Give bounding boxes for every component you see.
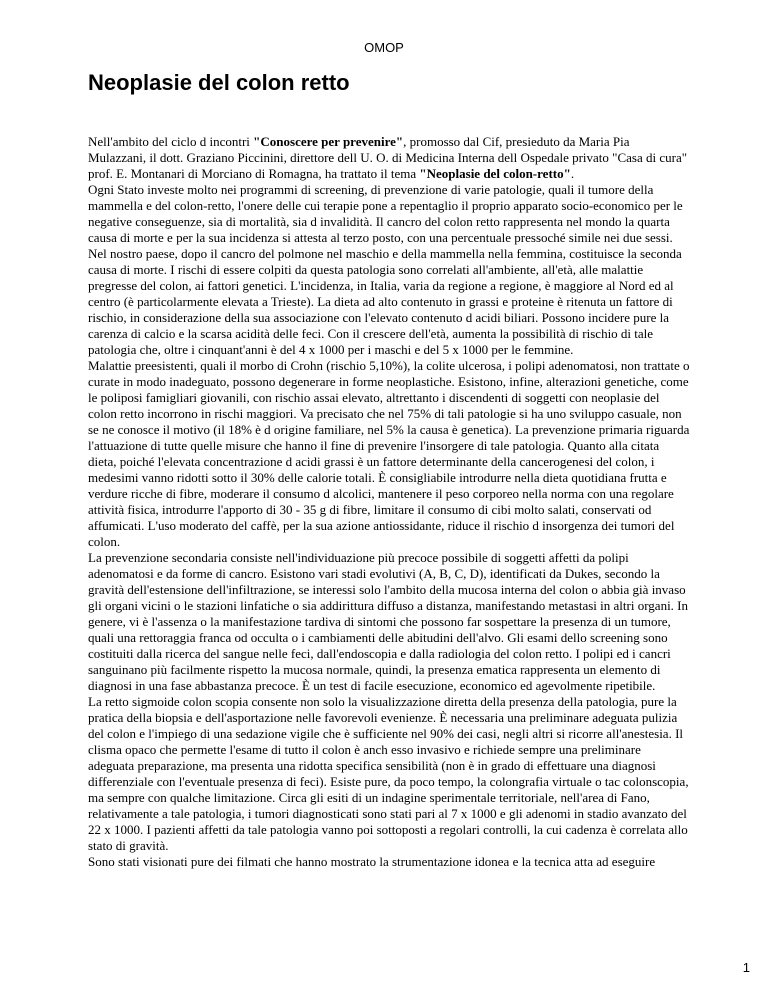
intro-text-3: . — [570, 166, 575, 181]
paragraph: La retto sigmoide colon scopia consente non solo la visualizzazione diretta della presenza della patologia, pure la pratica della biopsia e dell'asportazione nelle favorevoli evenienze. È necessaria una preliminare adeguata pulizia del colon e l'impiego di una sedazione vigile che è sufficiente nel 90% dei casi, negli altri si ricorre all'anestesia. Il clisma opaco che permette l'esame di tutto il colon è anch esso invasivo e richiede sempre una preliminare adeguata preparazione, ma presenta una ridotta specifica sensibilità (non è in grado di effettuare una diagnosi differenziale con l'eventuale presenza di feci). Esiste pure, da poco tempo, la colongrafia virtuale o tac colonscopia, ma sempre con qualche limitazione. Circa gli esiti di un indagine sperimentale territoriale, nell'area di Fano, relativamente a tale patologia, i tumori diagnosticati sono stati pari al 7 x 1000 e gli adenomi in stadio avanzato del 22 x 1000. I pazienti affetti da tale patologia vanno poi sottoposti a regolari controlli, la cui cadenza è correlata allo stato di gravità. — [88, 694, 689, 853]
paragraph: La prevenzione secondaria consiste nell'individuazione più precoce possibile di soggetti affetti da polipi adenomatosi e da forme di cancro. Esistono vari stadi evolutivi (A, B, C, D), identificati da Dukes, secondo la gravità dell'estensione dell'infiltrazione, se interessi solo l'ambito della mucosa interna del colon o abbia già invaso gli organi vicini o le stazioni linfatiche o sia addirittura diffuso a distanza, manifestando metastasi in altri organi. In genere, vi è l'assenza o la manifestazione tardiva di sintomi che possono far sospettare la presenza di un tumore, quali una rettoraggia franca od occulta o i cambiamenti delle abitudini dell'alvo. Gli esami dello screening sono costituiti dalla ricerca del sangue nelle feci, dall'endoscopia e dalla radiologia del colon retto. I polipi ed i cancri sanguinano più facilmente rispetto la mucosa normale, quindi, la presenza ematica rappresenta un elemento di diagnosi in una fase abbastanza precoce. È un test di facile esecuzione, economico ed agevolmente ripetibile. — [88, 550, 689, 693]
intro-paragraph — [88, 134, 690, 182]
intro-text-2: , promosso dal Cif, presieduto da Maria Pia Mulazzani, il dott. Graziano Piccinini, direttore dell U. O. di Medicina Interna dell Ospedale privato "Casa di cura" prof. E. Montanari di Morciano di Romagna, ha trattato il tema — [88, 134, 688, 181]
paragraph: Malattie preesistenti, quali il morbo di Crohn (rischio 5,10%), la colite ulcerosa, i polipi adenomatosi, non trattate o curate in modo inadeguato, possono degenerare in forme neoplastiche. Esistono, infine, alterazioni genetiche, come le poliposi famigliari giovanili, con rischio assai elevato, altrettanto i discendenti di soggetti con neoplasie del colon retto incorrono in rischi maggiori. Va precisato che nel 75% di tali patologie si ha uno sviluppo casuale, non se ne conosce il motivo (il 18% è d origine familiare, nel 5% la causa è genetica). La prevenzione primaria riguarda l'attuazione di tutte quelle misure che hanno il fine di prevenire l'insorgere di tale patologia. Quanto alla citata dieta, poiché l'elevata concentrazione d acidi grassi è un fattore determinante della cancerogenesi del colon, i medesimi vanno ridotti sotto il 30% delle calorie totali. È consigliabile introdurre nella dieta quotidiana frutta e verdure ricche di fibre, moderare il consumo d alcolici, mantenere il peso corporeo nella norma con una regolare attività fisica, introdurre l'apporto di 30 - 35 g di fibre, limitare il consumo di cibi molto salati, conservati od affumicati. L'uso moderato del caffè, per la sua azione antiossidante, riduce il rischio d insorgenza dei tumori del colon. — [88, 358, 690, 549]
page-title: Neoplasie del colon retto — [88, 70, 350, 95]
cycle-name: "Conoscere per prevenire" — [253, 134, 404, 149]
article-body — [88, 134, 690, 870]
page-number: 1 — [742, 960, 750, 975]
topic-name: "Neoplasie del colon-retto" — [419, 166, 571, 181]
paragraph: Ogni Stato investe molto nei programmi di screening, di prevenzione di varie patologie, quali il tumore della mammella e del colon-retto, l'onere delle cui terapie pone a repentaglio il proprio apparato socio-economico per le negative conseguenze, sia di mortalità, sia d invalidità. Il cancro del colon retto rappresenta nel mondo la quarta causa di morte e per la sua incidenza si attesta al terzo posto, con una percentuale pressoché simile nei due sessi. Nel nostro paese, dopo il cancro del polmone nel maschio e della mammella nella femmina, costituisce la seconda causa di morte. I rischi di essere colpiti da questa patologia sono correlati all'ambiente, all'età, alle malattie pregresse del colon, ai fattori genetici. L'incidenza, in Italia, varia da regione a regione, è maggiore al Nord ed al centro (è particolarmente elevata a Trieste). La dieta ad alto contenuto in grassi e proteine è ritenuta un fattore di rischio, in considerazione della sua associazione con l'elevato contenuto d acidi biliari. Possono incidere pure la carenza di calcio e la scarsa acidità delle feci. Con il crescere dell'età, aumenta la possibilità di rischio di tale patologia che, oltre i cinquant'anni è del 4 x 1000 per i maschi e del 5 x 1000 per le femmine. — [88, 182, 683, 357]
page-header: OMOP — [364, 40, 404, 55]
paragraph: Sono stati visionati pure dei filmati che hanno mostrato la strumentazione idonea e la tecnica atta ad eseguire — [88, 854, 656, 869]
intro-text-1: Nell'ambito del ciclo d incontri — [88, 134, 254, 149]
